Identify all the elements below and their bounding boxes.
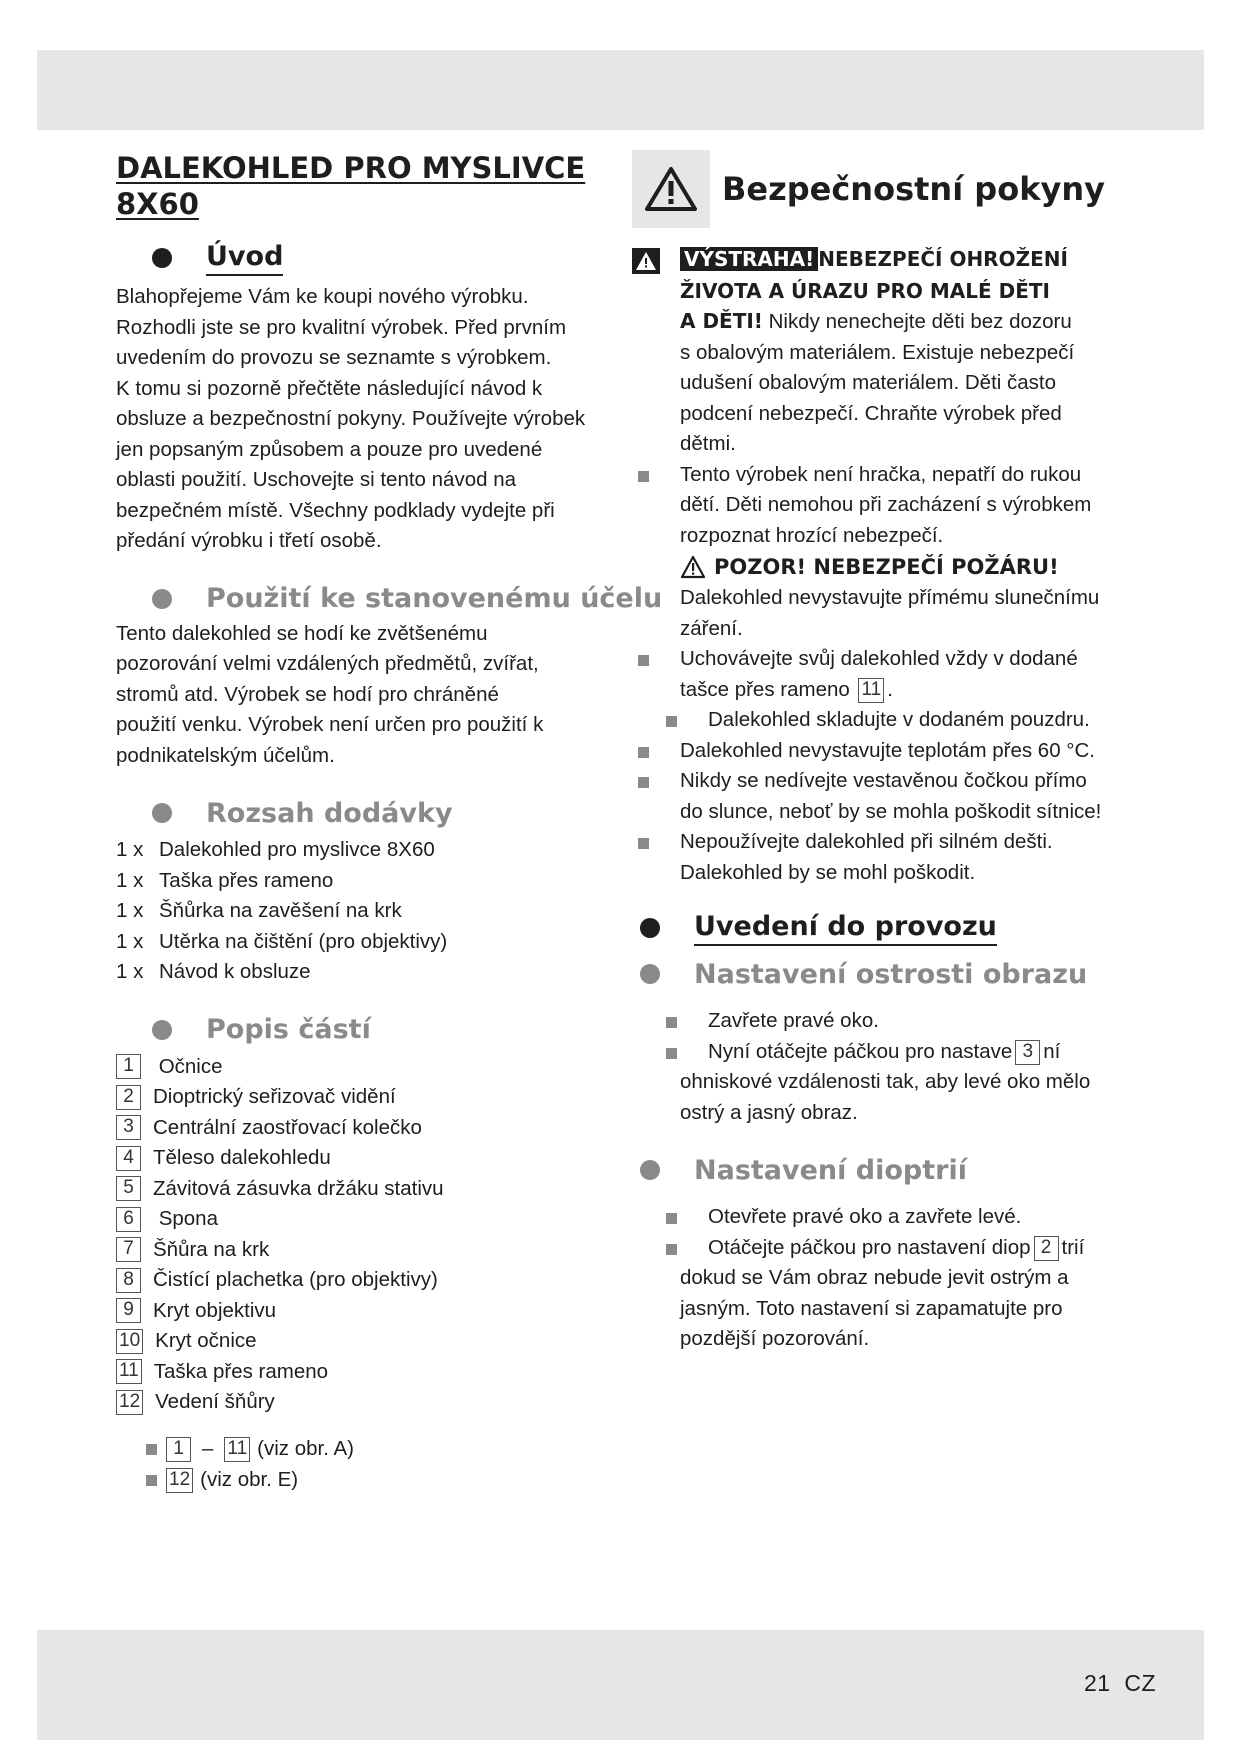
punctuation: . [887, 677, 893, 701]
intro-line: bezpečném místě. Všechny podklady vydejte při [116, 498, 555, 522]
bullet-line: Zavřete pravé oko. [708, 1009, 879, 1032]
item-label: Dalekohled pro myslivce 8X60 [159, 838, 435, 861]
operation-heading [602, 908, 1137, 948]
part-label: Centrální zaostřovací kolečko [153, 1115, 422, 1139]
intro-line: jen popsaným způsobem a pouze pro uvedené [116, 437, 543, 461]
intro-line: Blahopřejeme Vám ke koupi nového výrobku. [116, 285, 529, 308]
list-item [632, 1037, 1137, 1129]
list-item [632, 1202, 1137, 1233]
range-dash: – [202, 1437, 214, 1460]
warning-line: udušení obalovým materiálem. Děti často [680, 371, 1057, 394]
bullet-dot-icon [640, 964, 660, 984]
list-item [116, 1265, 636, 1296]
parts-heading [114, 1010, 636, 1050]
bullet-line: do slunce, neboť by se mohla poškodit sítnice! [680, 799, 1102, 823]
intro-line: K tomu si pozorně přečtěte následující návod k [116, 376, 543, 400]
part-label: Závitová zásuvka držáku stativu [153, 1176, 444, 1200]
part-label: Očnice [153, 1054, 223, 1078]
focus-steps [632, 1006, 1137, 1128]
list-item [632, 1233, 1137, 1355]
square-bullet-icon [146, 1475, 157, 1486]
item-qty: 1 x [116, 868, 144, 892]
list-item [116, 927, 636, 958]
item-qty: 1 x [116, 960, 144, 983]
bullet-line: dětí. Děti nemohou při zacházení s výrobkem [680, 493, 1092, 516]
right-column [632, 150, 1137, 1355]
part-number: 11 [858, 678, 884, 703]
bullet-line: Dalekohled skladujte v dodaném pouzdru. [708, 708, 1090, 731]
warning-caption: ŽIVOTA A ÚRAZU PRO MALÉ DĚTI [680, 278, 1050, 303]
use-line: pozorování velmi vzdálených předmětů, zvířat, [116, 652, 539, 675]
warning-line: podcení nebezpečí. Chraňte výrobek před [680, 401, 1062, 425]
bullet-dot-icon [152, 589, 172, 609]
reference-text: (viz obr. E) [200, 1468, 299, 1491]
part-number: 11 [224, 1437, 250, 1462]
page-title [116, 150, 636, 222]
use-text [116, 619, 636, 772]
fire-line: Dalekohled nevystavujte přímému slunečnímu [680, 586, 1100, 609]
fire-warning-body [632, 583, 1137, 644]
title-line-2: 8X60 [116, 187, 199, 221]
bullet-line: jasným. Toto nastavení si zapamatujte pro [680, 1296, 1063, 1320]
part-number: 12 [116, 1390, 143, 1415]
square-bullet-icon [146, 1444, 157, 1455]
warning-tag: VÝSTRAHA! [680, 247, 818, 271]
part-number: 7 [116, 1237, 141, 1262]
list-item [116, 1113, 636, 1144]
bullet-line: Dalekohled by se mohl poškodit. [680, 860, 976, 884]
bullet-line: rozpoznat hrozící nebezpečí. [680, 523, 944, 547]
use-line: podnikatelským účelům. [116, 743, 335, 767]
warning-triangle-icon [632, 248, 660, 274]
bullet-line: Uchovávejte svůj dalekohled vždy v dodané [680, 647, 1078, 670]
warning-caption: A DĚTI! [680, 309, 763, 333]
list-item [116, 896, 636, 927]
delivery-list [116, 835, 636, 988]
list-item [116, 1326, 636, 1357]
warning-line: dětmi. [680, 432, 736, 455]
part-number: 2 [1034, 1236, 1059, 1261]
list-item [116, 1143, 636, 1174]
bullet-line: tašce přes rameno [680, 677, 850, 701]
left-column [116, 150, 663, 1496]
part-label: Vedení šňůry [155, 1390, 275, 1414]
part-label: Taška přes rameno [153, 1359, 329, 1383]
list-item [116, 1082, 636, 1113]
bullet-line: Nyní otáčejte páčkou pro nastave [708, 1039, 1013, 1063]
part-number: 10 [116, 1329, 143, 1354]
fire-line: záření. [680, 616, 743, 640]
bullet-dot-icon [152, 248, 172, 268]
bullet-line: Nepoužívejte dalekohled při silném dešti. [680, 830, 1053, 853]
fire-warning-text: POZOR! NEBEZPEČÍ POŽÁRU! [714, 555, 1059, 579]
list-item [116, 1174, 636, 1205]
warning-caption: NEBEZPEČÍ OHROŽENÍ [818, 247, 1068, 271]
part-number: 8 [116, 1268, 141, 1293]
bullet-line: trií [1061, 1235, 1085, 1259]
part-label: Těleso dalekohledu [153, 1146, 331, 1170]
bullet-line: ní [1043, 1039, 1061, 1063]
intro-heading [114, 238, 636, 278]
bullet-line: Dalekohled nevystavujte teplotám přes 60 °C. [680, 738, 1096, 762]
figure-reference [146, 1465, 636, 1496]
part-label: Dioptrický seřizovač vidění [153, 1085, 396, 1109]
part-number: 5 [116, 1176, 141, 1201]
part-number: 12 [166, 1468, 193, 1493]
item-qty: 1 x [116, 929, 144, 953]
part-label: Šňůra na krk [153, 1237, 270, 1261]
fire-warning-heading [632, 551, 1137, 583]
reference-text: (viz obr. A) [257, 1437, 354, 1460]
item-label: Návod k obsluze [159, 960, 311, 983]
parts-list [116, 1052, 636, 1418]
bullet-dot-icon [152, 803, 172, 823]
list-item [632, 705, 1137, 736]
part-number: 4 [116, 1146, 141, 1171]
list-item [632, 827, 1137, 888]
use-line: stromů atd. Výrobek se hodí pro chráněné [116, 682, 499, 706]
figure-reference [146, 1434, 636, 1465]
bullet-dot-icon [640, 918, 660, 938]
bullet-line: ostrý a jasný obraz. [680, 1100, 858, 1124]
title-line-1: DALEKOHLED PRO MYSLIVCE [116, 151, 586, 185]
intro-line: předání výrobku i třetí osobě. [116, 529, 382, 552]
part-label: Čistící plachetka (pro objektivy) [153, 1268, 438, 1292]
list-item [632, 644, 1137, 705]
page-number: 21 CZ [1083, 1670, 1156, 1696]
delivery-heading [114, 793, 636, 833]
bullet-line: pozdější pozorování. [680, 1327, 870, 1350]
part-number: 2 [116, 1085, 141, 1110]
list-item [116, 957, 636, 988]
bullet-dot-icon [640, 1160, 660, 1180]
list-item [632, 1006, 1137, 1037]
use-line: použití venku. Výrobek není určen pro použití k [116, 713, 544, 736]
focus-heading-text: Nastavení ostrosti obrazu [694, 958, 1088, 990]
list-item [116, 1357, 636, 1388]
intro-line: obsluze a bezpečnostní pokyny. Používejte výrobek [116, 407, 586, 430]
part-number: 1 [166, 1437, 191, 1462]
part-label: Spona [153, 1207, 218, 1231]
intro-text [116, 282, 636, 557]
part-number: 11 [116, 1359, 142, 1384]
part-label: Kryt objektivu [153, 1298, 277, 1322]
warning-triangle-icon [680, 555, 706, 579]
bullet-line: Tento výrobek není hračka, nepatří do rukou [680, 462, 1082, 486]
focus-heading [602, 954, 1137, 994]
child-warning [632, 244, 1137, 460]
list-item [632, 460, 1137, 552]
diopter-heading-text: Nastavení dioptrií [694, 1154, 967, 1186]
item-qty: 1 x [116, 899, 144, 922]
part-number: 9 [116, 1298, 141, 1323]
figure-references [146, 1434, 636, 1496]
part-number: 1 [116, 1054, 141, 1079]
list-item [116, 866, 636, 897]
bullet-line: Otáčejte páčkou pro nastavení diop [708, 1235, 1031, 1259]
parts-heading-text: Popis částí [206, 1014, 371, 1045]
item-label: Utěrka na čištění (pro objektivy) [159, 929, 448, 953]
list-item [116, 1296, 636, 1327]
part-label: Kryt očnice [155, 1329, 257, 1353]
bullet-dot-icon [152, 1020, 172, 1040]
list-item [116, 1235, 636, 1266]
item-label: Taška přes rameno [159, 868, 334, 892]
diopter-steps [632, 1202, 1137, 1355]
warning-text: Nikdy nenechejte děti bez dozoru [762, 310, 1072, 333]
bullet-line: Otevřete pravé oko a zavřete levé. [708, 1205, 1022, 1228]
item-qty: 1 x [116, 838, 144, 861]
intro-line: Rozhodli jste se pro kvalitní výrobek. Před prvním [116, 315, 567, 339]
warning-triangle-icon [632, 150, 710, 228]
header-band [37, 50, 1204, 130]
list-item [116, 1204, 636, 1235]
list-item [632, 766, 1137, 827]
list-item [632, 736, 1137, 767]
operation-heading-text: Uvedení do provozu [694, 911, 997, 946]
list-item [116, 835, 636, 866]
list-item [116, 1387, 636, 1418]
use-heading-text: Použití ke stanovenému účelu [206, 583, 663, 614]
bullet-line: Nikdy se nedívejte vestavěnou čočkou přímo [680, 769, 1087, 792]
delivery-heading-text: Rozsah dodávky [206, 797, 453, 829]
use-heading [114, 579, 663, 619]
footer-band [37, 1630, 1204, 1740]
item-label: Šňůrka na zavěšení na krk [159, 899, 402, 922]
diopter-heading [602, 1150, 1137, 1190]
part-number: 3 [1015, 1040, 1040, 1065]
intro-line: oblasti použití. Uschovejte si tento návod na [116, 468, 516, 491]
safety-heading [632, 150, 1137, 228]
bullet-line: dokud se Vám obraz nebude jevit ostrým a [680, 1266, 1069, 1289]
intro-line: uvedením do provozu se seznamte s výrobkem. [116, 346, 552, 369]
safety-heading-text: Bezpečnostní pokyny [722, 170, 1105, 208]
part-number: 3 [116, 1115, 141, 1140]
part-number: 6 [116, 1207, 141, 1232]
list-item [116, 1052, 636, 1083]
intro-heading-text: Úvod [206, 241, 283, 276]
warning-line: s obalovým materiálem. Existuje nebezpečí [680, 340, 1075, 364]
bullet-line: ohniskové vzdálenosti tak, aby levé oko mělo [680, 1070, 1091, 1093]
use-line: Tento dalekohled se hodí ke zvětšenému [116, 621, 488, 645]
